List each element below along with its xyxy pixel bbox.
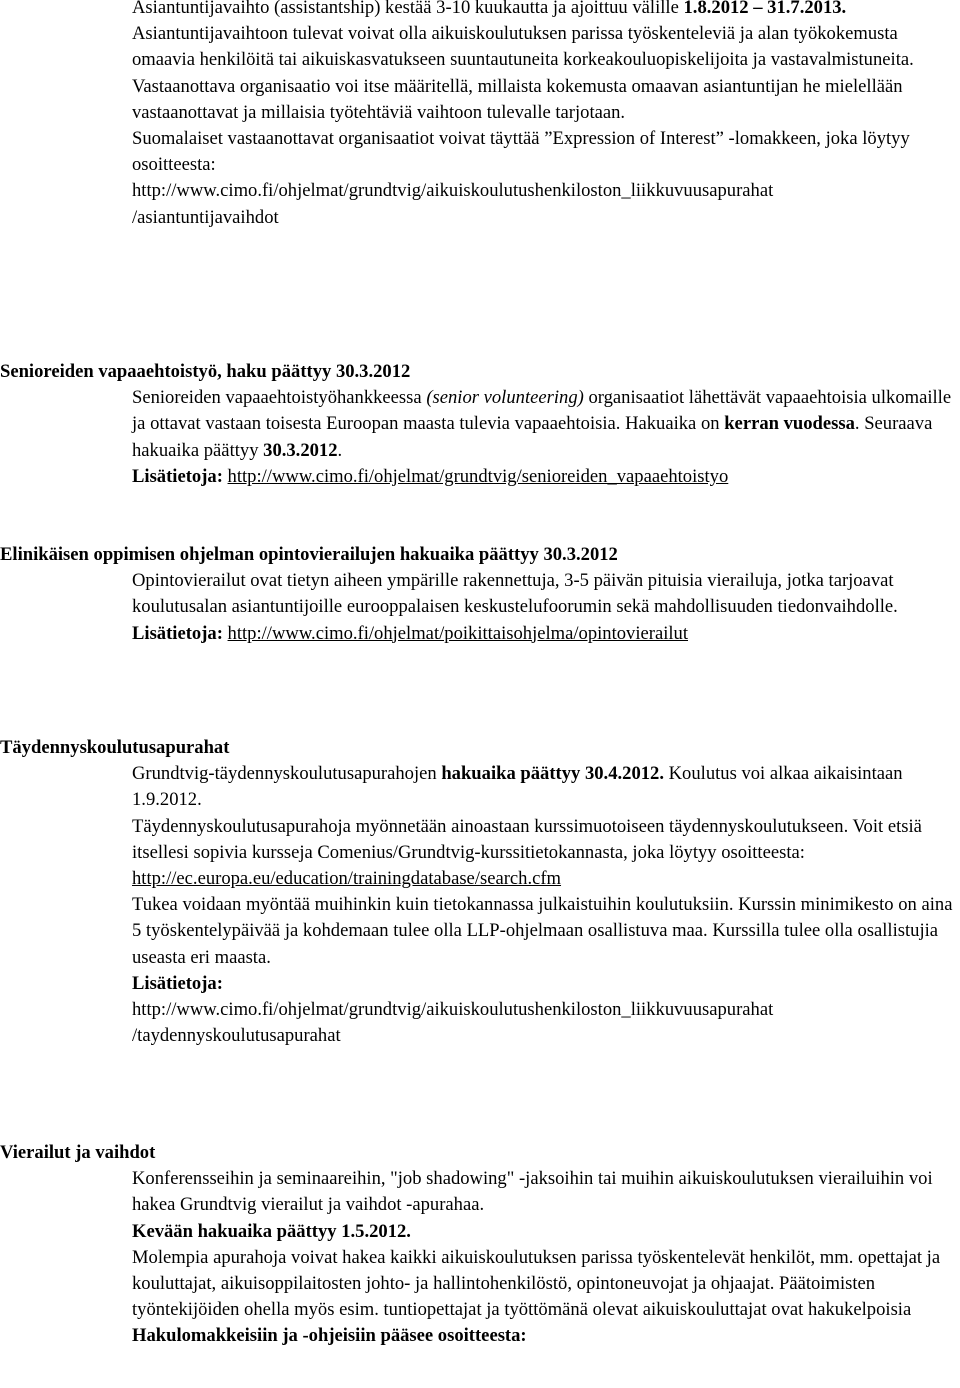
visits-exchanges-forms [132,1323,958,1349]
section-inservice-training [0,735,960,1049]
senior-once-a-year: kerran vuodessa [724,413,855,435]
study-visits-paragraph: Opintovierailut ovat tietyn aiheen ympärille rakennettuja, 3-5 päivän pituisia vierailuja, jotka tarjoavat koulutusalan asiantuntijoille eurooppalaisen keskustelufoorumin sekä mahdollisuuden tiedonvaihdolle. [132,570,898,618]
visits-exchanges-paragraph: Konferensseihin ja seminaareihin, "job shadowing" -jaksoihin tai muihin aikuiskoulutuksen vierailuihin voi hakea Grundtvig vierailut ja vaihdot -apurahaa. [132,1168,933,1216]
section-senior-volunteering [0,359,960,490]
senior-volunteering-paragraph [132,385,958,464]
inservice-more-info-label: Lisätietoja: [132,972,223,994]
inservice-training-heading: Täydennyskoulutusapurahat [0,737,230,758]
visits-exchanges-deadline [132,1219,958,1245]
senior-text-d: . [337,439,343,461]
assistantship-eligibility-paragraph: Asiantuntijavaihtoon tulevat voivat olla aikuiskoulutuksen parissa työskenteleviä ja alan työkokemusta omaavia henkilöitä tai aikuiskasvatukseen suuntautuneita korkeakouluopiskelijoita ja vastavalmistuneita. Vastaanottava organisaatio voi itse määritellä, millaista kokemusta omaavan asiantuntijan he mielellään vastaanottavat ja millaisia työtehtäviä vaihtoon tulevalle tarjotaan. [132,23,914,123]
assistantship-duration-text: Asiantuntijavaihto (assistantship) kestää 3-10 kuukautta ja ajoittuu välille [132,0,684,18]
assistantship-duration-paragraph [132,0,958,21]
assistantship-period: 1.8.2012 – 31.7.2013. [683,0,847,18]
senior-text-c: . Seuraava hakuaika päättyy [132,413,933,461]
senior-volunteering-heading: Senioreiden vapaaehtoistyö, haku päättyy 30.3.2012 [0,361,411,382]
senior-more-info-link[interactable]: http://www.cimo.fi/ohjelmat/grundtvig/senioreiden_vapaaehtoistyo [227,465,729,487]
assistantship-url[interactable] [132,178,958,230]
study-visits-more-info-label: Lisätietoja: [132,622,223,644]
inservice-more-info [132,971,958,997]
assistantship-url-line-1[interactable]: http://www.cimo.fi/ohjelmat/grundtvig/aikuiskoulutushenkiloston_liikkuvuusapurahat [132,180,774,202]
inservice-url-line-1[interactable]: http://www.cimo.fi/ohjelmat/grundtvig/aikuiskoulutushenkiloston_liikkuvuusapurahat [132,999,774,1021]
senior-more-info [132,464,958,490]
inservice-course-paragraph: Täydennyskoulutusapurahoja myönnetään ainoastaan kurssimuotoiseen täydennyskoulutukseen. Voit etsiä itsellesi sopivia kursseja Comenius/Grundtvig-kurssitietokannasta, joka löytyy osoitteesta: [132,815,922,863]
visits-exchanges-deadline-text: Kevään hakuaika päättyy 1.5.2012. [132,1220,411,1242]
study-visits-heading: Elinikäisen oppimisen ohjelman opintovierailujen hakuaika päättyy 30.3.2012 [0,544,618,565]
inservice-url-line-2[interactable]: /taydennyskoulutusapurahat [132,1025,341,1047]
expression-of-interest-paragraph: Suomalaiset vastaanottavat organisaatiot voivat täyttää ”Expression of Interest” -lomakkeen, joka löytyy osoitteesta: [132,128,910,176]
inservice-database-url [132,866,958,892]
inservice-text-a: Grundtvig-täydennyskoulutusapurahojen [132,763,442,785]
senior-text-b: organisaatiot lähettävät vapaaehtoisia ulkomaille ja ottavat vastaan toisesta Euroopan maasta tulevia vapaaehtoisia. Hakuaika on [132,387,952,435]
section-asiantuntijavaihto [0,0,960,231]
inservice-text-c: Koulutus voi alkaa aikaisintaan 1.9.2012. [132,763,903,811]
visits-exchanges-forms-text: Hakulomakkeisiin ja -ohjeisiin pääsee osoitteesta: [132,1325,527,1347]
inservice-deadline: hakuaika päättyy 30.4.2012. [441,763,664,785]
visits-exchanges-heading: Vierailut ja vaihdot [0,1142,156,1163]
senior-deadline: 30.3.2012 [263,439,338,461]
assistantship-url-line-2[interactable]: /asiantuntijavaihdot [132,206,279,228]
senior-text-a: Senioreiden vapaaehtoistyöhankkeessa [132,387,427,409]
senior-more-info-label: Lisätietoja: [132,465,223,487]
section-study-visits [0,542,960,647]
inservice-more-info-url[interactable] [132,997,958,1049]
section-visits-exchanges [0,1140,960,1350]
visits-exchanges-eligibility: Molempia apurahoja voivat hakea kaikki aikuiskoulutuksen parissa työskentelevät henkilöt, mm. opettajat ja kouluttajat, aikuisoppilaitosten johto- ja hallintohenkilöstö, opintoneuvojat ja ohjaajat. Päätoimisten työntekijöiden ohella myös esim. tuntiopettajat ja työttömänä olevat aikuiskouluttajat ovat hakukelpoisia [132,1246,941,1321]
senior-volunteering-term: (senior volunteering) [426,387,584,409]
inservice-deadline-paragraph [132,761,958,813]
inservice-support-paragraph: Tukea voidaan myöntää muihinkin kuin tietokannassa julkaistuihin koulutuksiin. Kurssin minimikesto on aina 5 työskentelypäivää ja kohdemaan tulee olla LLP-ohjelmaan osallistuva maa. Kurssilla tulee olla osallistujia useasta eri maasta. [132,894,953,968]
training-database-link[interactable]: http://ec.europa.eu/education/trainingdatabase/search.cfm [132,868,562,890]
study-visits-more-info [132,621,958,647]
study-visits-more-info-link[interactable]: http://www.cimo.fi/ohjelmat/poikittaisohjelma/opintovierailut [227,622,689,644]
